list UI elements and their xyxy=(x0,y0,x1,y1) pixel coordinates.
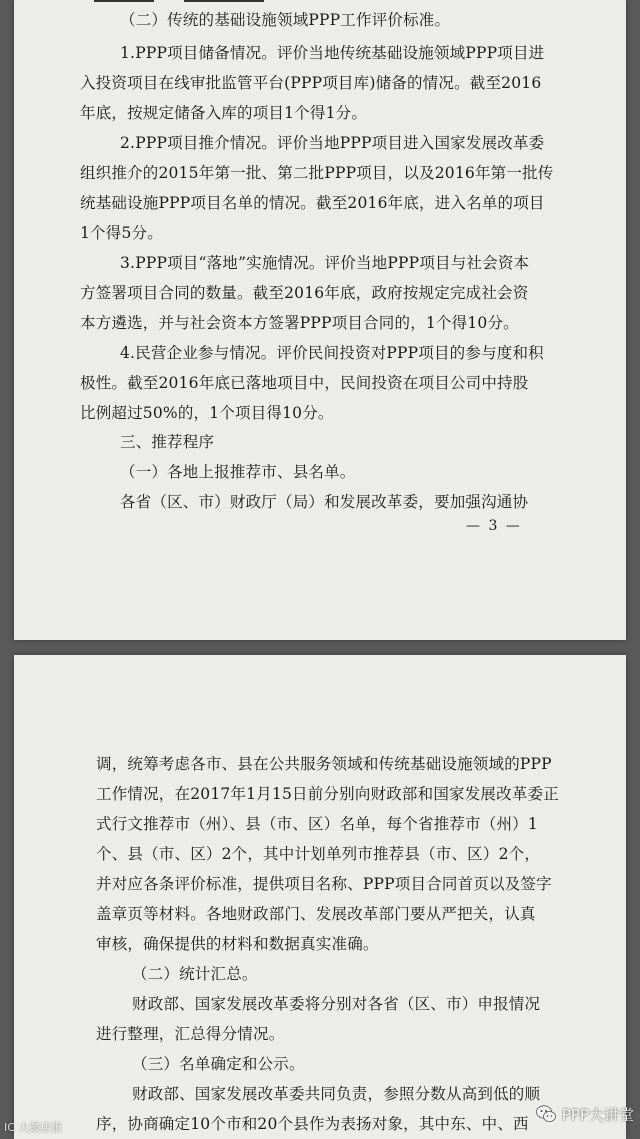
paragraph-line: 进行整理，汇总得分情况。 xyxy=(96,1025,285,1043)
paragraph-line: 比例超过50%的，1个项目得10分。 xyxy=(80,404,334,422)
section-heading: （二）传统的基础设施领域PPP工作评价标准。 xyxy=(120,11,451,29)
paragraph-line: 2.PPP项目推介情况。评价当地PPP项目进入国家发展改革委 xyxy=(120,134,545,152)
paragraph-line: 财政部、国家发展改革委共同负责，参照分数从高到低的顺 xyxy=(132,1085,541,1103)
watermark-right xyxy=(535,1103,634,1125)
page-top-fragment xyxy=(94,0,154,7)
section-heading: 三、推荐程序 xyxy=(120,433,215,451)
paragraph-line: 入投资项目在线审批监管平台(PPP项目库)储备的情况。截至2016 xyxy=(80,74,542,92)
paragraph-line: 4.民营企业参与情况。评价民间投资对PPP项目的参与度和积 xyxy=(120,344,544,362)
paragraph-line: 1个得5分。 xyxy=(80,224,163,242)
paragraph-line: 统基础设施PPP项目名单的情况。截至2016年底，进入名单的项目 xyxy=(80,194,545,212)
paragraph-line: 盖章页等材料。各地财政部门、发展改革部门要从严把关，认真 xyxy=(96,905,536,923)
paragraph-line: 3.PPP项目“落地”实施情况。评价当地PPP项目与社会资本 xyxy=(120,254,530,272)
watermark-right-label: PPP大讲堂 xyxy=(561,1105,634,1124)
paragraph-line: 财政部、国家发展改革委将分别对各省（区、市）申报情况 xyxy=(132,995,541,1013)
paragraph-line: 调，统筹考虑各市、县在公共服务领域和传统基础设施领域的PPP xyxy=(96,755,552,773)
subsection-heading: （三）名单确定和公示。 xyxy=(132,1055,305,1073)
subsection-heading: （一）各地上报推荐市、县名单。 xyxy=(120,463,356,481)
paragraph-line: 个、县（市、区）2个，其中计划单列市推荐县（市、区）2个， xyxy=(96,845,541,863)
document-page-1 xyxy=(14,0,626,640)
paragraph-line: 并对应各条评价标准，提供项目名称、PPP项目合同首页以及签字 xyxy=(96,875,552,893)
document-page-2 xyxy=(14,655,626,1139)
wechat-icon xyxy=(535,1103,557,1125)
paragraph-line: 极性。截至2016年底已落地项目中，民间投资在项目公司中持股 xyxy=(80,374,529,392)
paragraph-line: 式行文推荐市（州）、县（市、区）名单，每个省推荐市（州）1 xyxy=(96,815,538,833)
paragraph-line: 组织推介的2015年第一批、第二批PPP项目，以及2016年第一批传 xyxy=(80,164,554,182)
page-top-fragment xyxy=(184,0,264,7)
paragraph-line: 工作情况，在2017年1月15日前分别向财政部和国家发展改革委正 xyxy=(96,785,559,803)
paragraph-line: 1.PPP项目储备情况。评价当地传统基础设施领域PPP项目进 xyxy=(120,44,545,62)
page-number: — 3 — xyxy=(466,518,522,534)
paragraph-line: 方签署项目合同的数量。截至2016年底，政府按规定完成社会资 xyxy=(80,284,529,302)
paragraph-line: 各省（区、市）财政厅（局）和发展改革委，要加强沟通协 xyxy=(120,493,529,511)
paragraph-line: 本方遴选，并与社会资本方签署PPP项目合同的，1个得10分。 xyxy=(80,314,519,332)
paragraph-line: 审核，确保提供的材料和数据真实准确。 xyxy=(96,935,379,953)
paragraph-line: 年底，按规定储备入库的项目1个得1分。 xyxy=(80,104,368,122)
watermark-left: IC 大鼓店报 xyxy=(4,1121,63,1134)
paragraph-line: 序，协商确定10个市和20个县作为表扬对象，其中东、中、西 xyxy=(96,1115,529,1133)
subsection-heading: （二）统计汇总。 xyxy=(132,965,258,983)
